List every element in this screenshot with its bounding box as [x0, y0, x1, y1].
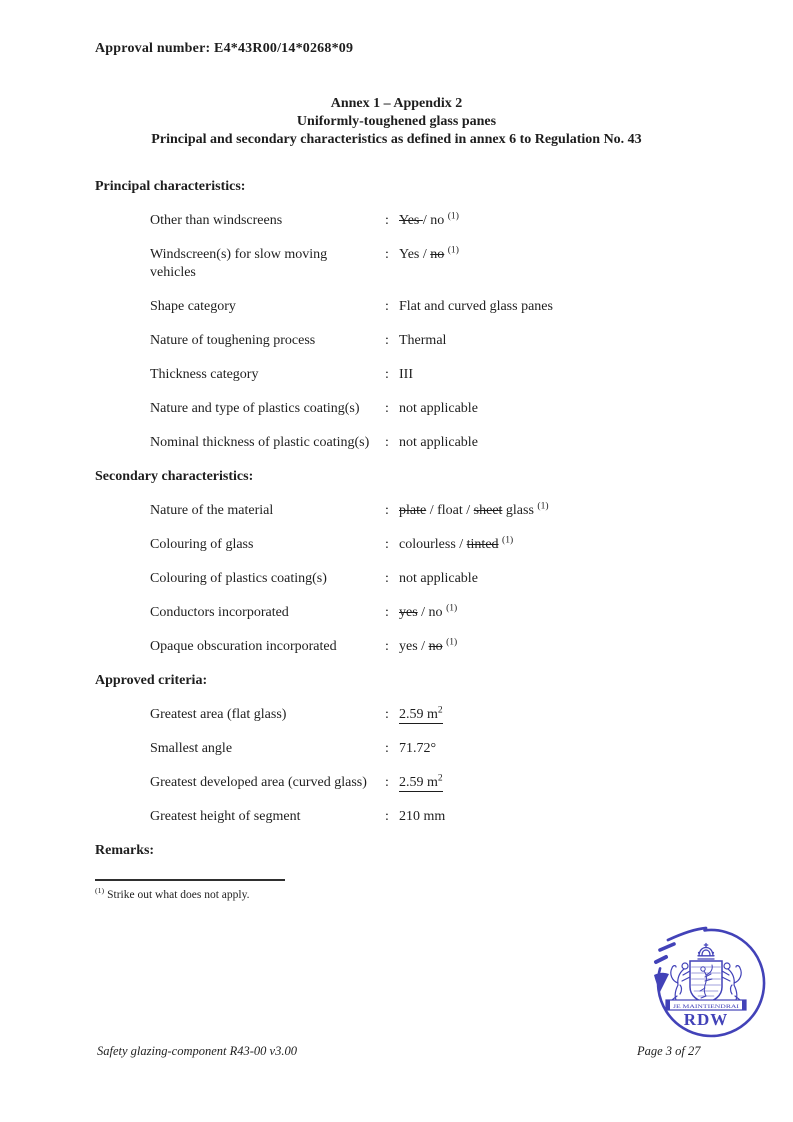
characteristic-value — [399, 212, 459, 230]
value-text: / no — [422, 213, 448, 228]
characteristic-value — [399, 366, 413, 384]
characteristic-row — [150, 808, 733, 826]
struck-out-text: no — [430, 247, 445, 262]
row-colon: : — [385, 299, 389, 314]
characteristic-label — [150, 740, 385, 758]
characteristic-row — [150, 536, 733, 554]
label-line: Nature of the material — [150, 503, 274, 518]
approval-number-line: Approval number: E4*43R00/14*0268*09 — [95, 41, 354, 56]
label-line: Colouring of plastics coating(s) — [150, 571, 327, 586]
value-text: glass — [502, 503, 538, 518]
characteristic-value — [399, 246, 459, 264]
label-line: Smallest angle — [150, 741, 233, 756]
superscript-note: 2 — [437, 773, 443, 784]
characteristic-label — [150, 570, 385, 588]
section-heading: Principal characteristics: — [95, 179, 246, 194]
label-line: Greatest area (flat glass) — [150, 707, 287, 722]
characteristic-value — [399, 706, 443, 724]
value-text: Thermal — [399, 333, 447, 348]
section-rows — [150, 706, 733, 826]
characteristic-value — [399, 774, 443, 792]
title-line-1: Annex 1 – Appendix 2 — [330, 96, 463, 111]
value-text: 210 mm — [399, 809, 446, 824]
characteristic-value — [399, 808, 445, 826]
characteristic-row — [150, 502, 733, 520]
struck-out-text: plate — [399, 503, 427, 518]
struck-out-text: no — [428, 639, 443, 654]
value-text: not applicable — [399, 571, 478, 586]
row-colon: : — [385, 809, 389, 824]
underlined-value — [399, 775, 443, 792]
characteristic-value — [399, 604, 457, 622]
section-heading: Remarks: — [95, 843, 155, 858]
swoosh-dash-icon — [660, 944, 674, 950]
row-colon: : — [385, 503, 389, 518]
superscript-note: (1) — [537, 501, 549, 512]
rdw-stamp-icon — [654, 924, 764, 1040]
value-text: not applicable — [399, 435, 478, 450]
characteristic-label — [150, 246, 385, 282]
characteristic-row — [150, 400, 733, 418]
characteristic-row — [150, 774, 733, 792]
shield-icon — [690, 961, 722, 1003]
label-line: Nature of toughening process — [150, 333, 316, 348]
label-line: Thickness category — [150, 367, 259, 382]
characteristic-value — [399, 298, 553, 316]
characteristic-row — [150, 604, 733, 622]
section-secondary — [95, 468, 733, 656]
superscript-note: (1) — [447, 211, 459, 222]
superscript-note: (1) — [446, 603, 458, 614]
struck-out-text: sheet — [473, 503, 503, 518]
value-text: yes / — [399, 639, 429, 654]
row-colon: : — [385, 775, 389, 790]
crown-icon — [698, 944, 714, 960]
underlined-value — [399, 707, 443, 724]
footnote — [95, 888, 733, 903]
row-colon: : — [385, 571, 389, 586]
footnote-divider — [95, 879, 285, 881]
characteristic-row — [150, 638, 733, 656]
characteristic-label — [150, 400, 385, 418]
characteristic-value — [399, 400, 478, 418]
label-line: Nominal thickness of plastic coating(s) — [150, 435, 370, 450]
superscript-note: (1) — [447, 245, 459, 256]
label-line: Other than windscreens — [150, 213, 283, 228]
characteristic-row — [150, 740, 733, 758]
value-text: 2.59 m — [399, 707, 438, 722]
label-line: Windscreen(s) for slow moving — [150, 247, 328, 262]
row-colon: : — [385, 707, 389, 722]
superscript-note: (1) — [502, 535, 514, 546]
struck-out-text: yes — [399, 605, 418, 620]
section-approved — [95, 672, 733, 826]
characteristic-row — [150, 212, 733, 230]
value-text: 2.59 m — [399, 775, 438, 790]
sections — [95, 178, 733, 860]
characteristic-value — [399, 740, 436, 758]
lion-left-icon — [671, 963, 690, 1002]
value-text: Yes / — [399, 247, 431, 262]
swoosh-stroke-icon — [668, 928, 706, 940]
characteristic-row — [150, 332, 733, 350]
row-colon: : — [385, 401, 389, 416]
value-text: colourless / — [399, 537, 467, 552]
superscript-note: (1) — [446, 637, 458, 648]
row-colon: : — [385, 639, 389, 654]
characteristic-value — [399, 536, 513, 554]
characteristic-row — [150, 706, 733, 724]
title-block — [95, 95, 698, 149]
characteristic-label — [150, 808, 385, 826]
struck-out-text: Yes — [399, 213, 423, 228]
section-heading: Secondary characteristics: — [95, 469, 254, 484]
value-text: 71.72° — [399, 741, 437, 756]
characteristic-label — [150, 332, 385, 350]
row-colon: : — [385, 367, 389, 382]
characteristic-label — [150, 774, 385, 792]
swoosh-wedge-icon — [654, 973, 669, 992]
characteristic-label — [150, 502, 385, 520]
characteristic-value — [399, 502, 549, 520]
row-colon: : — [385, 213, 389, 228]
characteristic-row — [150, 570, 733, 588]
characteristic-label — [150, 366, 385, 384]
value-text: / float / — [426, 503, 474, 518]
characteristic-value — [399, 332, 446, 350]
label-line: Opaque obscuration incorporated — [150, 639, 337, 654]
characteristic-value — [399, 638, 457, 656]
characteristic-row — [150, 246, 733, 282]
label-line: Conductors incorporated — [150, 605, 289, 620]
characteristic-label — [150, 706, 385, 724]
characteristic-row — [150, 366, 733, 384]
label-line: Greatest developed area (curved glass) — [150, 775, 367, 790]
document-content — [95, 40, 733, 903]
row-colon: : — [385, 333, 389, 348]
label-line: Nature and type of plastics coating(s) — [150, 401, 360, 416]
characteristic-label — [150, 298, 385, 316]
swoosh-dash-icon — [656, 957, 666, 962]
value-text: not applicable — [399, 401, 478, 416]
footnote-marker: (1) — [95, 886, 105, 896]
footer-page-number: Page 3 of 27 — [637, 1044, 701, 1058]
footnote-text: Strike out what does not apply. — [107, 889, 250, 901]
label-line: Colouring of glass — [150, 537, 254, 552]
value-text: / no — [417, 605, 447, 620]
value-text: III — [399, 367, 413, 382]
characteristic-row — [150, 298, 733, 316]
section-principal — [95, 178, 733, 452]
characteristic-label — [150, 604, 385, 622]
rdw-approval-stamp — [654, 924, 764, 1040]
struck-out-text: tinted — [466, 537, 499, 552]
section-heading: Approved criteria: — [95, 673, 208, 688]
superscript-note: 2 — [437, 705, 443, 716]
section-remarks — [95, 842, 733, 860]
row-colon: : — [385, 247, 389, 262]
characteristic-label — [150, 434, 385, 452]
row-colon: : — [385, 605, 389, 620]
row-colon: : — [385, 537, 389, 552]
stamp-motto-text: JE MAINTIENDRAI — [673, 1004, 740, 1010]
title-line-2: Uniformly-toughened glass panes — [296, 114, 497, 129]
value-text: Flat and curved glass panes — [399, 299, 553, 314]
characteristic-label — [150, 638, 385, 656]
title-line-3: Principal and secondary characteristics as defined in annex 6 to Regulation No. 43 — [151, 132, 642, 147]
characteristic-label — [150, 536, 385, 554]
row-colon: : — [385, 741, 389, 756]
row-colon: : — [385, 435, 389, 450]
lion-right-icon — [722, 963, 741, 1002]
stamp-org-text: RDW — [683, 1010, 729, 1029]
characteristic-value — [399, 570, 478, 588]
footer-document-id: Safety glazing-component R43-00 v3.00 — [97, 1044, 297, 1058]
characteristic-row — [150, 434, 733, 452]
characteristic-value — [399, 434, 478, 452]
label-line: Shape category — [150, 299, 236, 314]
characteristic-label — [150, 212, 385, 230]
label-line: Greatest height of segment — [150, 809, 301, 824]
section-rows — [150, 502, 733, 656]
section-rows — [150, 212, 733, 452]
label-line: vehicles — [150, 265, 196, 280]
